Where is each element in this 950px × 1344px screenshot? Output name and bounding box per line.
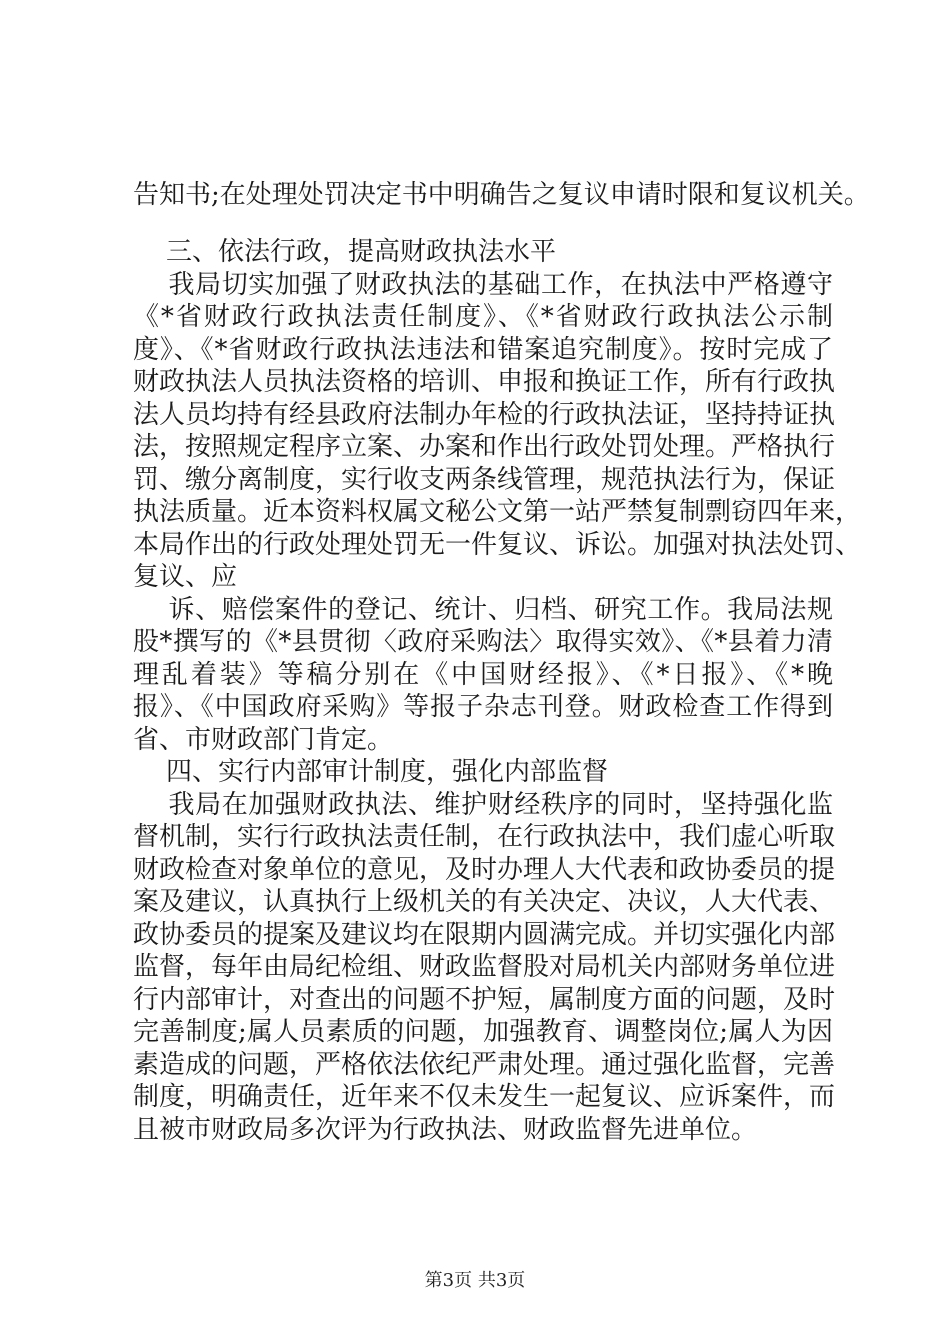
paragraph-line: 法，按照规定程序立案、办案和作出行政处罚处理。严格执行 <box>133 432 836 462</box>
paragraph-line: 政协委员的提案及建议均在限期内圆满完成。并切实强化内部 <box>133 920 836 950</box>
paragraph-line: 告知书;在处理处罚决定书中明确告之复议申请时限和复议机关。 <box>133 180 870 210</box>
paragraph-line: 财政执法人员执法资格的培训、申报和换证工作，所有行政执 <box>133 367 836 397</box>
paragraph-line: 行内部审计，对查出的问题不护短，属制度方面的问题，及时 <box>133 985 836 1015</box>
paragraph-line: 本局作出的行政处理处罚无一件复议、诉讼。加强对执法处罚、 <box>133 530 862 560</box>
paragraph-line: 罚、缴分离制度，实行收支两条线管理，规范执法行为，保证 <box>133 465 836 495</box>
paragraph-line: 素造成的问题，严格依法依纪严肃处理。通过强化监督，完善 <box>133 1050 836 1080</box>
paragraph-line: 完善制度;属人员素质的问题，加强教育、调整岗位;属人为因 <box>133 1017 833 1047</box>
paragraph-line: 财政检查对象单位的意见，及时办理人大代表和政协委员的提 <box>133 855 836 885</box>
paragraph-line: 我局切实加强了财政执法的基础工作，在执法中严格遵守 <box>133 270 833 300</box>
paragraph-line: 四、实行内部审计制度，强化内部监督 <box>133 757 609 787</box>
paragraph-line: 三、依法行政，提高财政执法水平 <box>133 237 557 267</box>
paragraph-line: 监督，每年由局纪检组、财政监督股对局机关内部财务单位进 <box>133 952 836 982</box>
paragraph-line: 案及建议，认真执行上级机关的有关决定、决议，人大代表、 <box>133 887 836 917</box>
paragraph-line: 制度，明确责任，近年来不仅未发生一起复议、应诉案件，而 <box>133 1082 836 1112</box>
paragraph-line: 度》、《*省财政行政执法违法和错案追究制度》。按时完成了 <box>133 335 833 365</box>
paragraph-line: 报》、《中国政府采购》等报子杂志刊登。财政检查工作得到 <box>133 692 833 722</box>
paragraph-line: 理乱着装》等稿分别在《中国财经报》、《*日报》、《*晚 <box>133 660 833 690</box>
paragraph-line: 执法质量。近本资料权属文秘公文第一站严禁复制剽窃四年来， <box>133 497 862 527</box>
paragraph-line: 诉、赔偿案件的登记、统计、归档、研究工作。我局法规 <box>133 595 833 625</box>
paragraph-line: 督机制，实行行政执法责任制，在行政执法中，我们虚心听取 <box>133 822 836 852</box>
paragraph-line: 且被市财政局多次评为行政执法、财政监督先进单位。 <box>133 1115 758 1145</box>
paragraph-line: 法人员均持有经县政府法制办年检的行政执法证，坚持持证执 <box>133 400 836 430</box>
paragraph-line: 省、市财政部门肯定。 <box>133 725 394 755</box>
paragraph-line: 《*省财政行政执法责任制度》、《*省财政行政执法公示制 <box>133 302 833 332</box>
page-footer: 第3页 共3页 <box>424 1270 526 1291</box>
paragraph-line: 股*撰写的《*县贯彻〈政府采购法〉取得实效》、《*县着力清 <box>133 627 833 657</box>
paragraph-line: 我局在加强财政执法、维护财经秩序的同时，坚持强化监 <box>133 790 833 820</box>
paragraph-line: 复议、应 <box>133 562 238 592</box>
